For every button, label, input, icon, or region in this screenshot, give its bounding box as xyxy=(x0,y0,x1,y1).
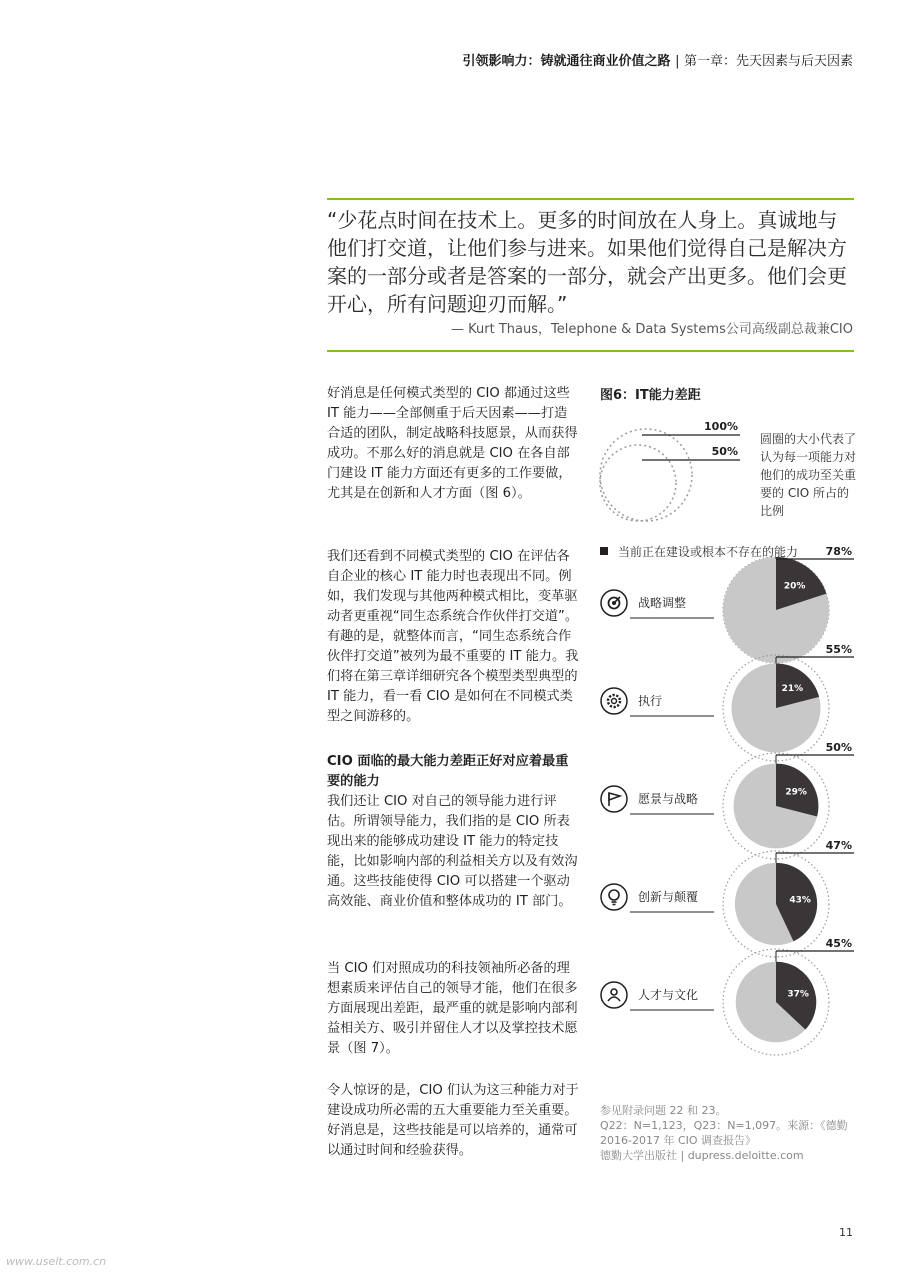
legend-square-label: 当前正在建设或根本不存在的能力 xyxy=(618,545,799,559)
importance-label: 45% xyxy=(825,937,852,950)
page-number: 11 xyxy=(839,1226,853,1239)
body-column-4 xyxy=(327,959,579,1059)
importance-label: 78% xyxy=(825,545,852,558)
icon-badge xyxy=(601,688,627,714)
paragraph-5: 令人惊讶的是，CIO 们认为这三种能力对于建设成功所必需的五大重要能力至关重要。好消息是，这些技能是可以培养的，通常可以通过时间和经验获得。 xyxy=(327,1083,579,1158)
gap-label: 21% xyxy=(781,683,804,694)
gap-label: 20% xyxy=(783,581,806,592)
target-icon xyxy=(609,597,621,609)
gap-label: 43% xyxy=(789,895,811,906)
quote-top-rule xyxy=(327,198,854,200)
person-body xyxy=(608,997,620,1001)
capability-label: 愿景与战略 xyxy=(638,792,699,806)
importance-label: 50% xyxy=(825,741,852,754)
pull-quote: “少花点时间在技术上。更多的时间放在人身上。真诚地与他们打交道，让他们参与进来。如果他们觉得自己是解决方案的一部分或者是答案的一部分，就会产出更多。他们会更开心，所有问题迎刃而解。” xyxy=(327,208,847,316)
capability-row xyxy=(601,545,854,663)
figure-title: 图6：IT能力差距 xyxy=(600,388,701,403)
body-column-5 xyxy=(327,1081,579,1161)
report-title: 引领影响力：铸就通往商业价值之路 xyxy=(462,54,671,69)
size-legend xyxy=(600,420,740,521)
capability-row xyxy=(601,839,854,957)
capability-label: 创新与颠覆 xyxy=(638,890,699,904)
legend-label-50: 50% xyxy=(711,445,738,458)
capability-row xyxy=(601,643,854,761)
quote-attribution: — Kurt Thaus，Telephone & Data Systems公司高级副总裁兼CIO xyxy=(451,322,853,337)
section-heading: CIO 面临的最大能力差距正好对应着最重要的能力 xyxy=(327,754,569,789)
source-line-1: 参见附录问题 22 和 23。 xyxy=(600,1104,727,1117)
lightbulb-icon xyxy=(609,890,619,905)
capability-label: 人才与文化 xyxy=(638,988,699,1002)
legend-circle-100 xyxy=(600,429,692,521)
capability-label: 执行 xyxy=(638,694,663,708)
source-line-2: Q22：N=1,123，Q23：N=1,097。来源：《德勤 2016-2017 年 CIO 调查报告》 xyxy=(600,1119,848,1147)
quote-bottom-rule xyxy=(327,350,854,352)
capability-row xyxy=(601,741,854,859)
source-line-3: 德勤大学出版社 | dupress.deloitte.com xyxy=(600,1149,804,1162)
gear-teeth xyxy=(608,695,620,707)
importance-label: 55% xyxy=(825,643,852,656)
gear-hub xyxy=(612,699,617,704)
capability-gap-chart xyxy=(590,415,870,1095)
flag-icon xyxy=(609,793,620,806)
person-icon xyxy=(608,989,620,1001)
paragraph-3: 我们还让 CIO 对自己的领导能力进行评估。所谓领导能力，我们指的是 CIO 所表现出来的能够成功建设 IT 能力的特定技能，比如影响内部的利益相关方以及有效沟通。这些技能使得 CIO 可以搭建一个驱动高效能、商业价值和整体成功的 IT 部门。 xyxy=(327,794,578,909)
capability-row xyxy=(601,937,854,1055)
flag-cloth xyxy=(609,793,620,800)
watermark: www.uselt.com.cn xyxy=(6,1255,107,1268)
capability-label: 战略调整 xyxy=(638,596,687,610)
legend-description: 圆圈的大小代表了认为每一项能力对他们的成功至关重要的 CIO 所占的比例 xyxy=(760,432,857,518)
legend-circle-50 xyxy=(600,445,676,521)
paragraph-1: 好消息是任何模式类型的 CIO 都通过这些 IT 能力——全部侧重于后天因素——打造合适的团队，制定战略科技愿景，从而获得成功。不那么好的消息就是 CIO 在各自部门建设 IT 能力方面还有更多的工作要做，尤其是在创新和人才方面（图 6）。 xyxy=(327,386,578,501)
body-column-2 xyxy=(327,547,579,727)
legend-label-100: 100% xyxy=(704,420,738,433)
figure-source xyxy=(600,1103,850,1163)
icon-badge xyxy=(601,884,627,910)
gap-label: 29% xyxy=(785,787,807,798)
body-column xyxy=(327,384,579,504)
paragraph-4: 当 CIO 们对照成功的科技领袖所必备的理想素质来评估自己的领导才能，他们在很多方面展现出差距，最严重的就是影响内部利益相关方、吸引并留住人才以及掌控技术愿景（图 7）。 xyxy=(327,961,578,1056)
chapter-title: 第一章：先天因素与后天因素 xyxy=(683,54,853,69)
person-head xyxy=(611,989,617,995)
header-separator: | xyxy=(675,54,680,69)
gap-label: 37% xyxy=(787,989,809,1000)
bulb-glass xyxy=(609,890,619,900)
gear-icon xyxy=(608,695,620,707)
paragraph-2: 我们还看到不同模式类型的 CIO 在评估各自企业的核心 IT 能力时也表现出不同。例如，我们发现与其他两种模式相比，变革驱动者更重视“同生态系统合作伙伴打交道”。有趣的是，就整体而言，“同生态系统合作伙伴打交道”被列为最不重要的 IT 能力。我们将在第三章详细研究各个模型类型典型的 IT 能力，看一看 CIO 是如何在不同模式类型之间游移的。 xyxy=(327,549,579,724)
running-header xyxy=(463,50,853,69)
icon-badge xyxy=(601,786,627,812)
capability-rows xyxy=(601,545,854,1055)
body-column-3 xyxy=(327,752,579,912)
importance-label: 47% xyxy=(825,839,852,852)
